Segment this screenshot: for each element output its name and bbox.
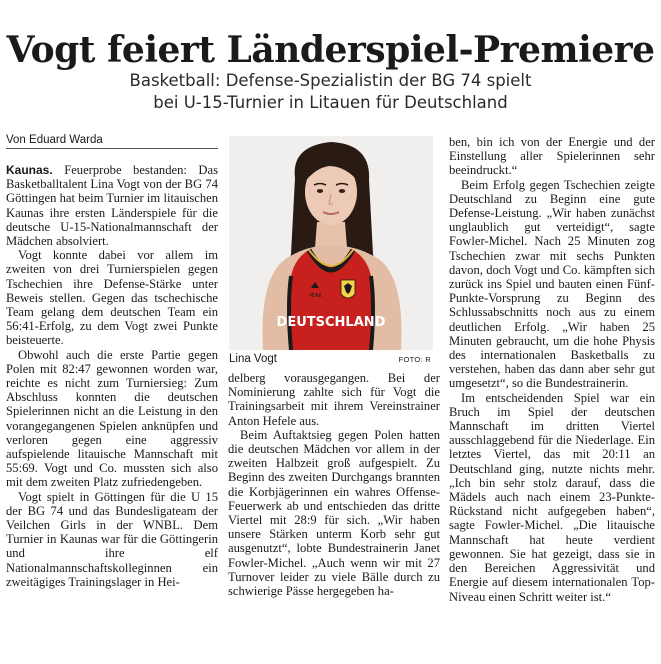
eagle-crest-icon [341,280,355,298]
paragraph: delberg vorausgegangen. Bei der Nominierung zahlte sich für Vogt die Trainingsarbeit mit ihrem Vereinstrainer Anton Hefele aus. [228,371,440,428]
paragraph: Vogt spielt in Göttingen für die U 15 der BG 74 und das Bundesligateam der Veilchen Girls in der WNBL. Dem Turnier in Kaunas war für die Göttingerin und ihre elf Nationalmannschaftskolleginnen ein zweitägiges Trainingslager in Hei- [6,489,218,589]
caption-text: Lina Vogt [229,353,277,365]
paragraph: Im entscheidenden Spiel war ein Bruch im Spiel der deutschen Mannschaft im dritten Viertel ausschlaggebend für die Niederlage. Ein letztes Viertel, das mit 20:11 an Deutschland ging, nutzte nichts mehr. „Ich bin sehr stolz darauf, dass die Mädels auch nach einem 23-Punkte-Rückstand nicht aufgegeben haben“, sagte Fowler-Michel. „Die litauische Mannschaft hat heute verdient gewonnen. Sie hat gezeigt, dass sie in den Bereichen Aggressivität und Energie auf diesem internationalen Top-Niveau einen Schritt weiter ist.“ [449,390,655,604]
paragraph-text: Feuerprobe bestanden: Das Basketballtalent Lina Vogt von der BG 74 Göttingen hat beim Turnier im litauischen Kaunas ihre ersten Länderspiele für die deutsche U-15-Nationalmannschaft der Mädchen absolviert. [6,163,218,249]
byline: Von Eduard Warda [6,132,218,149]
photo-credit: FOTO: R [398,355,431,364]
article-column-2 [228,371,440,663]
player-illustration [229,136,433,350]
article-column-3 [449,135,655,663]
player-photo [229,136,433,350]
subheadline [0,70,661,114]
subheadline-line-1: Basketball: Defense-Spezialistin der BG 74 spielt [129,71,532,90]
paragraph [6,163,218,248]
paragraph: Beim Auftaktsieg gegen Polen hatten die deutschen Mädchen vor allem in der zweiten Halbzeit groß aufgespielt. Zu Beginn des zweiten Durchgangs brannten die Korbjägerinnen ein wahres Offense-Feuerwerk ab und entschieden das dritte Viertel mit 28:9 für sich. „Wir haben unsere Stärken unterm Korb sehr gut ausgenutzt“, lobte Bundestrainerin Janet Fowler-Michel. „Auch wenn wir mit 27 Turnover leider zu viele Bälle durch zu schwierige Pässe hergegeben ha- [228,427,440,599]
paragraph: Vogt konnte dabei vor allem im zweiten von drei Turnierspielen gegen Tschechien ihre Defense-Stärke unter Beweis stellen. Gegen das tschechische Team gelang dem deutschen Team ein 56:41-Erfolg, zu dem Vogt zwei Punkte beisteuerte. [6,248,218,348]
jersey-text: DEUTSCHLAND [276,315,386,330]
headline: Vogt feiert Länderspiel-Premiere [6,29,655,72]
jersey-brand-text: PEAK [309,293,322,299]
paragraph: Beim Erfolg gegen Tschechien zeigte Deutschland zu Beginn eine gute Defense-Leistung. „Wir haben zunächst unglaublich gut verteidigt“, sagte Fowler-Michel. Nach 25 Minuten zog Tschechien zwar mit sechs Punkten davon, doch Vogt und Co. kämpften sich zurück ins Spiel und bauten einen Fünf-Punkte-Vorsprung zu Beginn des Schlussabschnitts noch aus zu einem deutlichen Erfolg. „Wir haben 25 Minuten gebraucht, um die hohe Physis des internationalen Basketballs zu verstehen, haben das dann aber sehr gut umgesetzt“, so die Bundestrainerin. [449,177,655,391]
subheadline-line-2: bei U-15-Turnier in Litauen für Deutschland [153,93,508,112]
paragraph: ben, bin ich von der Energie und der Einstellung aller Spielerinnen sehr beeindruckt.“ [449,135,655,178]
paragraph: Obwohl auch die erste Partie gegen Polen mit 82:47 gewonnen worden war, reichte es nicht zum Turniersieg: Zum Abschluss konnten die deutschen Spielerinnen nicht an die Leistung in den vorangegangenen Spielen anknüpfen und verloren gegen eine aggressiv aufspielende litauische Mannschaft mit 55:69. Vogt und Co. mussten sich also mit dem zweiten Platz zufriedengeben. [6,347,218,490]
photo-caption [229,352,433,368]
article-column-1 [6,163,218,663]
dateline: Kaunas. [6,163,53,177]
